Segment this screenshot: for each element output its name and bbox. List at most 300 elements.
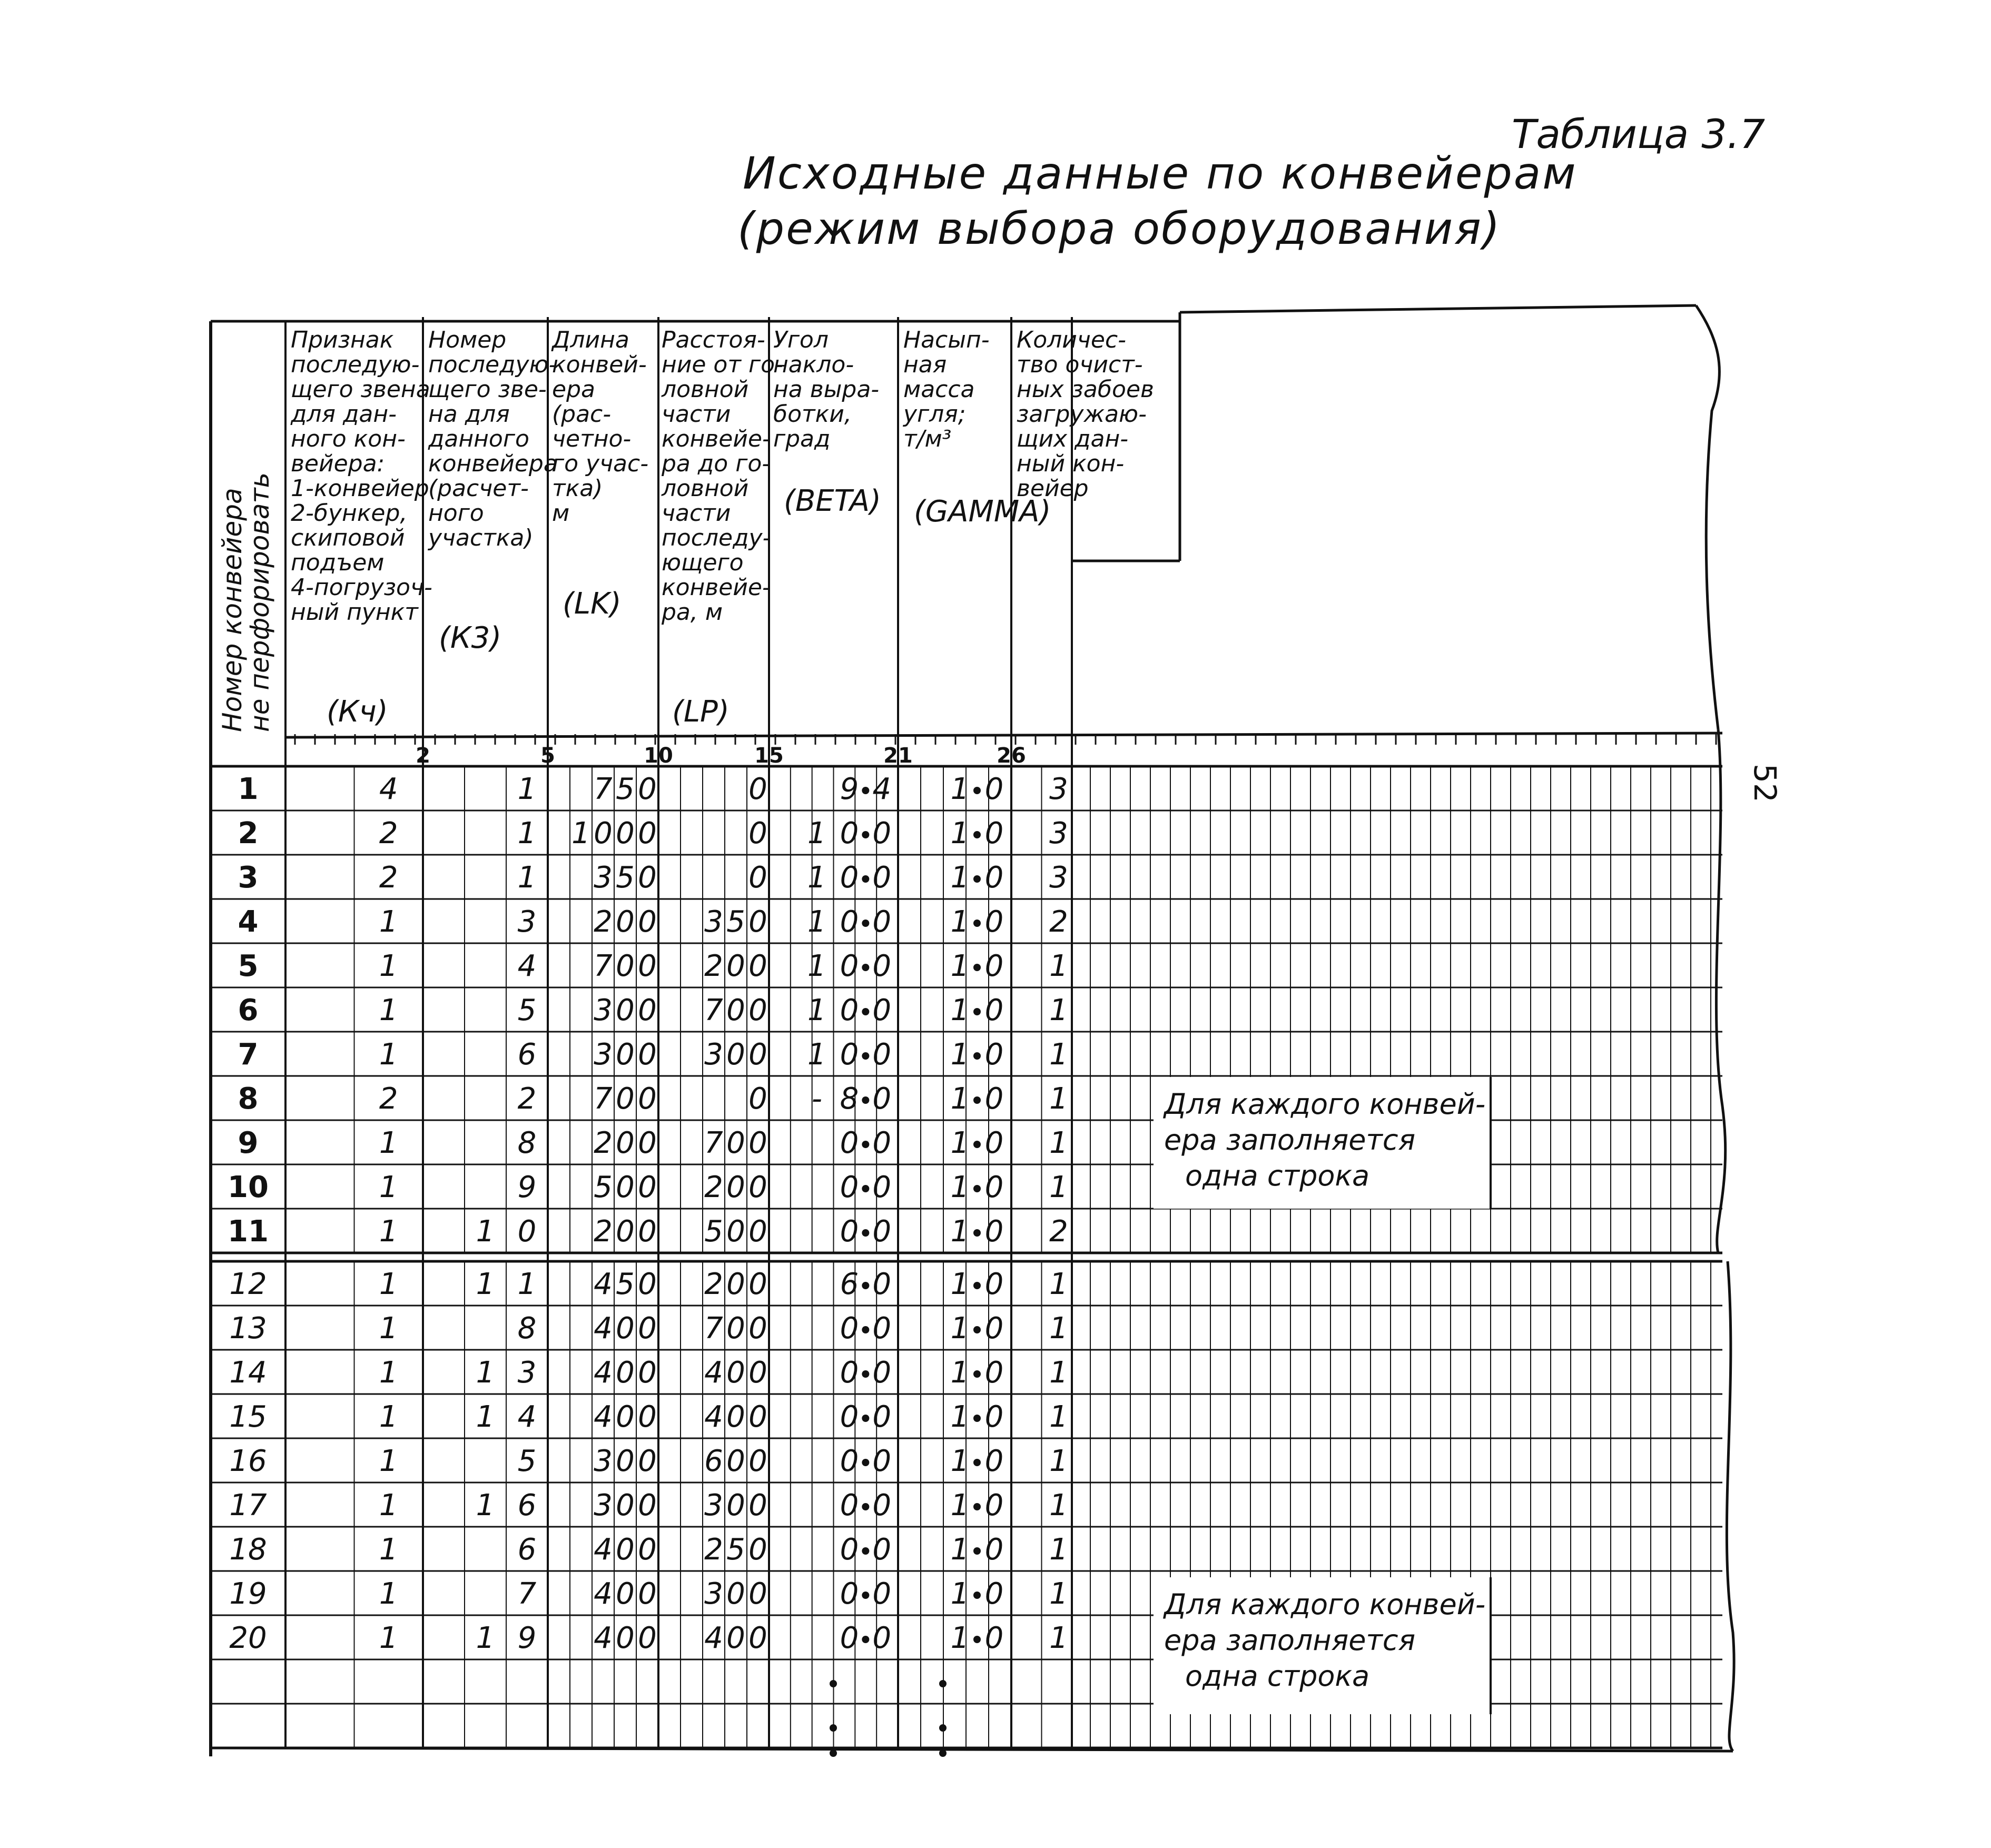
length-digit: 0 bbox=[638, 772, 657, 806]
column-header-6-line-1: Насып- bbox=[903, 327, 990, 353]
distance-digit: 2 bbox=[704, 1267, 723, 1301]
angle-integer: 1 bbox=[807, 861, 826, 895]
angle-fraction: 0 bbox=[872, 1214, 891, 1249]
next-type-digit: 1 bbox=[379, 1488, 398, 1523]
row-number: 3 bbox=[238, 861, 259, 895]
density-fraction: 0 bbox=[984, 816, 1004, 851]
next-type-digit: 1 bbox=[379, 1126, 398, 1160]
note-bottom bbox=[1154, 1577, 1491, 1714]
next-type-digit: 4 bbox=[379, 772, 398, 806]
faces: 3 bbox=[1049, 772, 1068, 806]
distance-digit: 3 bbox=[704, 905, 723, 939]
density-fraction: 0 bbox=[984, 1214, 1004, 1249]
distance-digit: 4 bbox=[704, 1621, 723, 1655]
next-type-digit: 1 bbox=[379, 993, 398, 1027]
distance-digit: 5 bbox=[726, 1533, 745, 1567]
length-digit: 0 bbox=[638, 1533, 657, 1567]
column-header-7-line-6: ный кон- bbox=[1017, 450, 1125, 477]
angle-point bbox=[862, 1096, 869, 1104]
distance-digit: 0 bbox=[748, 905, 767, 939]
column-header-5-line-1: Угол bbox=[773, 327, 829, 353]
column-code-6: (GAMMA) bbox=[914, 495, 1051, 529]
density-fraction: 0 bbox=[984, 1621, 1004, 1655]
distance-digit: 0 bbox=[748, 993, 767, 1027]
length-digit: 0 bbox=[638, 1170, 657, 1204]
form-rows bbox=[228, 772, 1068, 1757]
length-digit: 0 bbox=[594, 816, 613, 851]
table-row bbox=[229, 1400, 1068, 1434]
faces: 1 bbox=[1049, 1400, 1068, 1434]
distance-digit: 0 bbox=[748, 1082, 767, 1116]
distance-digit: 0 bbox=[726, 1037, 745, 1072]
length-digit: 0 bbox=[638, 993, 657, 1027]
column-header-1-line-12: ный пункт bbox=[291, 599, 418, 626]
column-header-4-line-11: конвейе- bbox=[662, 574, 771, 601]
page-number: 52 bbox=[1747, 764, 1783, 803]
length-digit: 0 bbox=[616, 1533, 635, 1567]
column-header-3-line-7: тка) bbox=[552, 475, 603, 502]
length-digit: 0 bbox=[638, 1126, 657, 1160]
distance-digit: 0 bbox=[748, 1488, 767, 1523]
density-point bbox=[973, 831, 981, 838]
length-digit: 0 bbox=[616, 1444, 635, 1478]
column-header-7-line-7: вейер bbox=[1017, 475, 1089, 502]
next-type-digit: 1 bbox=[379, 1533, 398, 1567]
angle-point bbox=[862, 964, 869, 971]
angle-integer: 0 bbox=[840, 1170, 859, 1204]
length-digit: 0 bbox=[638, 1444, 657, 1478]
density-integer: 1 bbox=[950, 949, 970, 983]
distance-digit: 2 bbox=[704, 1170, 723, 1204]
faces: 1 bbox=[1049, 1267, 1068, 1301]
density-fraction: 0 bbox=[984, 1267, 1004, 1301]
density-point bbox=[973, 1185, 981, 1192]
faces: 2 bbox=[1049, 905, 1068, 939]
length-digit: 4 bbox=[594, 1400, 613, 1434]
next-type-digit: 1 bbox=[379, 1311, 398, 1346]
column-header-2-line-6: конвейера bbox=[428, 450, 558, 477]
column-header-5-line-4: ботки, bbox=[773, 401, 852, 428]
angle-integer: 0 bbox=[840, 1356, 859, 1390]
faces: 1 bbox=[1049, 1577, 1068, 1611]
column-header-7-line-1: Количес- bbox=[1017, 327, 1127, 353]
column-header-2-line-9: участка) bbox=[428, 525, 534, 551]
density-fraction: 0 bbox=[984, 861, 1004, 895]
length-digit: 4 bbox=[594, 1621, 613, 1655]
faces: 1 bbox=[1049, 1126, 1068, 1160]
angle-point bbox=[862, 1503, 869, 1510]
column-code-1: (Кч) bbox=[327, 695, 388, 729]
length-digit: 3 bbox=[594, 1444, 613, 1478]
density-point bbox=[973, 1415, 981, 1422]
length-digit: 0 bbox=[616, 1621, 635, 1655]
next-number-digit: 6 bbox=[517, 1037, 537, 1072]
density-point bbox=[973, 964, 981, 971]
density-fraction: 0 bbox=[984, 1356, 1004, 1390]
note-bottom-line-3: одна строка bbox=[1185, 1659, 1370, 1693]
angle-integer: 0 bbox=[840, 949, 859, 983]
row-number: 18 bbox=[229, 1533, 267, 1567]
angle-integer: 0 bbox=[840, 1577, 859, 1611]
angle-point bbox=[862, 1547, 869, 1555]
angle-point bbox=[862, 1459, 869, 1466]
faces: 1 bbox=[1049, 1082, 1068, 1116]
length-digit: 7 bbox=[594, 772, 613, 806]
length-digit: 3 bbox=[594, 1488, 613, 1523]
next-type-digit: 1 bbox=[379, 1577, 398, 1611]
density-point bbox=[973, 1326, 981, 1333]
column-header-6-line-5: т/м³ bbox=[903, 426, 952, 452]
next-number-digit: 1 bbox=[476, 1488, 495, 1523]
next-type-digit: 1 bbox=[379, 949, 398, 983]
next-number-digit: 1 bbox=[517, 1267, 537, 1301]
row-number-header-line-1: Номер конвейера bbox=[217, 488, 248, 732]
length-digit: 0 bbox=[616, 816, 635, 851]
row-number: 13 bbox=[229, 1311, 267, 1346]
column-header-2-line-8: ного bbox=[428, 500, 484, 527]
distance-digit: 0 bbox=[748, 1444, 767, 1478]
length-digit: 0 bbox=[638, 1400, 657, 1434]
faces: 1 bbox=[1049, 993, 1068, 1027]
density-point bbox=[973, 875, 981, 883]
column-header-4-line-6: ра до го- bbox=[662, 450, 771, 477]
length-digit: 0 bbox=[616, 1311, 635, 1346]
row-number: 19 bbox=[229, 1577, 267, 1611]
next-number-digit: 8 bbox=[517, 1311, 537, 1346]
length-digit: 0 bbox=[616, 1214, 635, 1249]
next-number-digit: 4 bbox=[517, 1400, 537, 1434]
density-integer: 1 bbox=[950, 1082, 970, 1116]
length-digit: 0 bbox=[616, 1488, 635, 1523]
distance-digit: 7 bbox=[704, 993, 723, 1027]
density-point bbox=[973, 1096, 981, 1104]
density-point bbox=[973, 1008, 981, 1015]
column-header-1-line-8: 2-бункер, bbox=[291, 500, 408, 527]
length-digit: 0 bbox=[638, 1267, 657, 1301]
length-digit: 2 bbox=[594, 1214, 613, 1249]
empty-density-point bbox=[939, 1750, 947, 1757]
column-header-4-line-10: ющего bbox=[662, 549, 744, 576]
column-header-5-line-3: на выра- bbox=[773, 376, 880, 403]
faces: 1 bbox=[1049, 1444, 1068, 1478]
column-header-1-line-1: Признак bbox=[291, 327, 394, 353]
column-header-3-line-3: ера bbox=[552, 376, 595, 403]
angle-integer: 0 bbox=[840, 1126, 859, 1160]
length-digit: 0 bbox=[638, 1577, 657, 1611]
distance-digit: 5 bbox=[704, 1214, 723, 1249]
column-header-4-line-3: ловной bbox=[662, 376, 749, 403]
distance-digit: 0 bbox=[748, 1356, 767, 1390]
angle-fraction: 0 bbox=[872, 1577, 891, 1611]
distance-digit: 4 bbox=[704, 1356, 723, 1390]
distance-digit: 0 bbox=[748, 772, 767, 806]
density-point bbox=[973, 1459, 981, 1466]
density-fraction: 0 bbox=[984, 1488, 1004, 1523]
angle-integer: 0 bbox=[840, 905, 859, 939]
angle-integer: 1 bbox=[807, 905, 826, 939]
distance-digit: 3 bbox=[704, 1037, 723, 1072]
angle-fraction: 0 bbox=[872, 993, 891, 1027]
faces: 1 bbox=[1049, 1533, 1068, 1567]
density-fraction: 0 bbox=[984, 1444, 1004, 1478]
table-label: Таблица 3.7 bbox=[1512, 111, 1766, 157]
density-fraction: 0 bbox=[984, 1400, 1004, 1434]
table-row bbox=[229, 1311, 1068, 1346]
next-number-digit: 1 bbox=[517, 772, 537, 806]
length-digit: 0 bbox=[616, 905, 635, 939]
length-digit: 2 bbox=[594, 1126, 613, 1160]
column-header-5-line-5: град bbox=[773, 426, 831, 452]
next-type-digit: 1 bbox=[379, 1267, 398, 1301]
row-number: 9 bbox=[238, 1126, 259, 1160]
table-row bbox=[229, 1267, 1068, 1301]
row-number: 6 bbox=[238, 993, 259, 1027]
length-digit: 0 bbox=[616, 1082, 635, 1116]
distance-digit: 3 bbox=[704, 1577, 723, 1611]
angle-integer: 0 bbox=[840, 1037, 859, 1072]
column-header-1-line-3: щего звена bbox=[291, 376, 430, 403]
length-digit: 4 bbox=[594, 1311, 613, 1346]
row-number: 10 bbox=[228, 1170, 269, 1204]
length-digit: 3 bbox=[594, 861, 613, 895]
distance-digit: 0 bbox=[726, 1356, 745, 1390]
next-number-digit: 1 bbox=[476, 1356, 495, 1390]
column-header-7 bbox=[1017, 327, 1154, 502]
note-top-line-1: Для каждого конвей- bbox=[1164, 1088, 1486, 1121]
column-header-2-line-4: на для bbox=[428, 401, 510, 428]
distance-digit: 0 bbox=[726, 1488, 745, 1523]
distance-digit: 0 bbox=[726, 993, 745, 1027]
length-digit: 4 bbox=[594, 1533, 613, 1567]
next-number-digit: 9 bbox=[517, 1621, 537, 1655]
angle-point bbox=[862, 787, 869, 794]
faces: 1 bbox=[1049, 1488, 1068, 1523]
empty-density-point bbox=[939, 1680, 947, 1687]
angle-point bbox=[862, 1636, 869, 1643]
scale-mark-10: 10 bbox=[644, 744, 673, 768]
angle-integer: 9 bbox=[840, 772, 859, 806]
density-integer: 1 bbox=[950, 1577, 970, 1611]
distance-digit: 0 bbox=[726, 1311, 745, 1346]
length-digit: 0 bbox=[638, 1082, 657, 1116]
column-header-3-line-5: четно- bbox=[552, 426, 632, 452]
row-number: 1 bbox=[238, 772, 259, 806]
faces: 1 bbox=[1049, 1356, 1068, 1390]
angle-point bbox=[862, 1326, 869, 1333]
scale-mark-15: 15 bbox=[754, 744, 784, 768]
density-integer: 1 bbox=[950, 1311, 970, 1346]
form-header bbox=[217, 327, 1154, 732]
length-digit: 5 bbox=[616, 861, 635, 895]
column-header-1-line-4: для дан- bbox=[291, 401, 397, 428]
distance-digit: 7 bbox=[704, 1311, 723, 1346]
distance-digit: 0 bbox=[748, 1400, 767, 1434]
column-header-2-line-3: щего зве- bbox=[428, 376, 547, 403]
density-fraction: 0 bbox=[984, 1037, 1004, 1072]
density-fraction: 0 bbox=[984, 772, 1004, 806]
length-digit: 3 bbox=[594, 1037, 613, 1072]
density-integer: 1 bbox=[950, 1533, 970, 1567]
column-header-3-line-6: го учас- bbox=[552, 450, 649, 477]
next-type-digit: 1 bbox=[379, 1444, 398, 1478]
angle-fraction: 0 bbox=[872, 1126, 891, 1160]
density-integer: 1 bbox=[950, 993, 970, 1027]
next-type-digit: 1 bbox=[379, 1037, 398, 1072]
column-header-6-line-3: масса bbox=[903, 376, 975, 403]
next-number-digit: 3 bbox=[517, 905, 537, 939]
angle-integer: 1 bbox=[807, 816, 826, 851]
density-integer: 1 bbox=[950, 905, 970, 939]
length-digit: 3 bbox=[594, 993, 613, 1027]
angle-fraction: 0 bbox=[872, 1621, 891, 1655]
density-point bbox=[973, 1229, 981, 1237]
note-bottom-line-1: Для каждого конвей- bbox=[1164, 1588, 1486, 1621]
density-integer: 1 bbox=[950, 772, 970, 806]
column-header-7-line-5: щих дан- bbox=[1017, 426, 1129, 452]
empty-angle-point bbox=[830, 1724, 837, 1732]
column-header-3-line-2: конвей- bbox=[552, 351, 647, 378]
table-row bbox=[229, 1577, 1068, 1611]
row-number: 5 bbox=[238, 949, 259, 983]
column-header-2-line-2: последую- bbox=[428, 351, 557, 378]
density-integer: 1 bbox=[950, 816, 970, 851]
column-header-6-line-2: ная bbox=[903, 351, 947, 378]
column-header-4-line-4: части bbox=[662, 401, 731, 428]
table-row bbox=[229, 1444, 1068, 1478]
length-digit: 2 bbox=[594, 905, 613, 939]
angle-point bbox=[862, 1008, 869, 1015]
length-digit: 0 bbox=[638, 949, 657, 983]
length-digit: 0 bbox=[638, 861, 657, 895]
angle-integer: 0 bbox=[840, 1621, 859, 1655]
length-digit: 4 bbox=[594, 1356, 613, 1390]
density-integer: 1 bbox=[950, 1621, 970, 1655]
length-digit: 0 bbox=[616, 1037, 635, 1072]
length-digit: 0 bbox=[616, 1400, 635, 1434]
column-header-4-line-9: последу- bbox=[662, 525, 771, 551]
distance-digit: 5 bbox=[726, 905, 745, 939]
column-header-1 bbox=[290, 327, 432, 729]
row-number: 11 bbox=[228, 1214, 269, 1249]
length-digit: 1 bbox=[571, 816, 590, 851]
table-row bbox=[229, 1356, 1068, 1390]
angle-fraction: 0 bbox=[872, 1037, 891, 1072]
density-point bbox=[973, 1592, 981, 1599]
distance-digit: 0 bbox=[726, 1126, 745, 1160]
column-header-3-line-8: м bbox=[552, 500, 570, 527]
angle-fraction: 0 bbox=[872, 1400, 891, 1434]
angle-point bbox=[862, 1282, 869, 1289]
distance-digit: 0 bbox=[748, 1214, 767, 1249]
column-code-5: (BETA) bbox=[784, 484, 881, 518]
density-fraction: 0 bbox=[984, 993, 1004, 1027]
distance-digit: 0 bbox=[748, 1267, 767, 1301]
distance-digit: 0 bbox=[748, 949, 767, 983]
column-scale bbox=[416, 744, 1026, 768]
angle-integer: 0 bbox=[840, 1214, 859, 1249]
next-number-digit: 1 bbox=[476, 1214, 495, 1249]
density-point bbox=[973, 1282, 981, 1289]
angle-point bbox=[862, 1052, 869, 1060]
density-fraction: 0 bbox=[984, 1577, 1004, 1611]
angle-point bbox=[862, 1141, 869, 1148]
density-integer: 1 bbox=[950, 1400, 970, 1434]
next-number-digit: 6 bbox=[517, 1488, 537, 1523]
length-digit: 4 bbox=[594, 1577, 613, 1611]
density-integer: 1 bbox=[950, 1444, 970, 1478]
next-type-digit: 2 bbox=[379, 861, 398, 895]
length-digit: 0 bbox=[638, 1356, 657, 1390]
density-point bbox=[973, 1547, 981, 1555]
table-row bbox=[228, 1170, 1068, 1204]
angle-fraction: 0 bbox=[872, 1488, 891, 1523]
scale-mark-5: 5 bbox=[540, 744, 555, 768]
column-header-1-line-10: подъем bbox=[291, 549, 385, 576]
next-number-digit: 1 bbox=[476, 1267, 495, 1301]
density-point bbox=[973, 1052, 981, 1060]
distance-digit: 0 bbox=[748, 1533, 767, 1567]
faces: 3 bbox=[1049, 861, 1068, 895]
distance-digit: 0 bbox=[726, 1621, 745, 1655]
length-digit: 0 bbox=[616, 993, 635, 1027]
angle-integer: 0 bbox=[840, 1400, 859, 1434]
length-digit: 0 bbox=[616, 1356, 635, 1390]
density-integer: 1 bbox=[950, 1037, 970, 1072]
angle-integer: 1 bbox=[807, 1037, 826, 1072]
angle-fraction: 0 bbox=[872, 1444, 891, 1478]
length-digit: 4 bbox=[594, 1267, 613, 1301]
column-header-1-line-11: 4-погрузоч- bbox=[291, 574, 432, 601]
density-point bbox=[973, 1503, 981, 1510]
angle-integer: 0 bbox=[840, 1533, 859, 1567]
density-point bbox=[973, 1370, 981, 1378]
angle-integer: 0 bbox=[840, 993, 859, 1027]
faces: 1 bbox=[1049, 1037, 1068, 1072]
density-point bbox=[973, 1636, 981, 1643]
next-number-digit: 7 bbox=[517, 1577, 537, 1611]
column-header-4-line-7: ловной bbox=[662, 475, 749, 502]
angle-integer: 8 bbox=[840, 1082, 859, 1116]
angle-fraction: 0 bbox=[872, 816, 891, 851]
length-digit: 0 bbox=[638, 1488, 657, 1523]
length-digit: 0 bbox=[616, 1126, 635, 1160]
table-row bbox=[229, 1533, 1068, 1567]
note-top-line-2: ера заполняется bbox=[1164, 1123, 1416, 1157]
density-fraction: 0 bbox=[984, 1533, 1004, 1567]
row-number: 7 bbox=[238, 1037, 259, 1072]
distance-digit: 0 bbox=[748, 1037, 767, 1072]
next-type-digit: 2 bbox=[379, 816, 398, 851]
row-number: 2 bbox=[238, 816, 259, 851]
distance-digit: 3 bbox=[704, 1488, 723, 1523]
next-number-digit: 1 bbox=[476, 1400, 495, 1434]
distance-digit: 0 bbox=[726, 1444, 745, 1478]
length-digit: 0 bbox=[638, 1311, 657, 1346]
table-row bbox=[228, 1214, 1068, 1249]
notes bbox=[1154, 1077, 1491, 1714]
density-fraction: 0 bbox=[984, 1126, 1004, 1160]
column-header-2 bbox=[427, 327, 558, 655]
angle-integer: 1 bbox=[807, 993, 826, 1027]
next-type-digit: 1 bbox=[379, 1170, 398, 1204]
next-number-digit: 0 bbox=[517, 1214, 537, 1249]
length-digit: 5 bbox=[594, 1170, 613, 1204]
distance-digit: 4 bbox=[704, 1400, 723, 1434]
angle-point bbox=[862, 1370, 869, 1378]
density-point bbox=[973, 787, 981, 794]
distance-digit: 0 bbox=[726, 1267, 745, 1301]
column-header-5-line-2: накло- bbox=[773, 351, 854, 378]
